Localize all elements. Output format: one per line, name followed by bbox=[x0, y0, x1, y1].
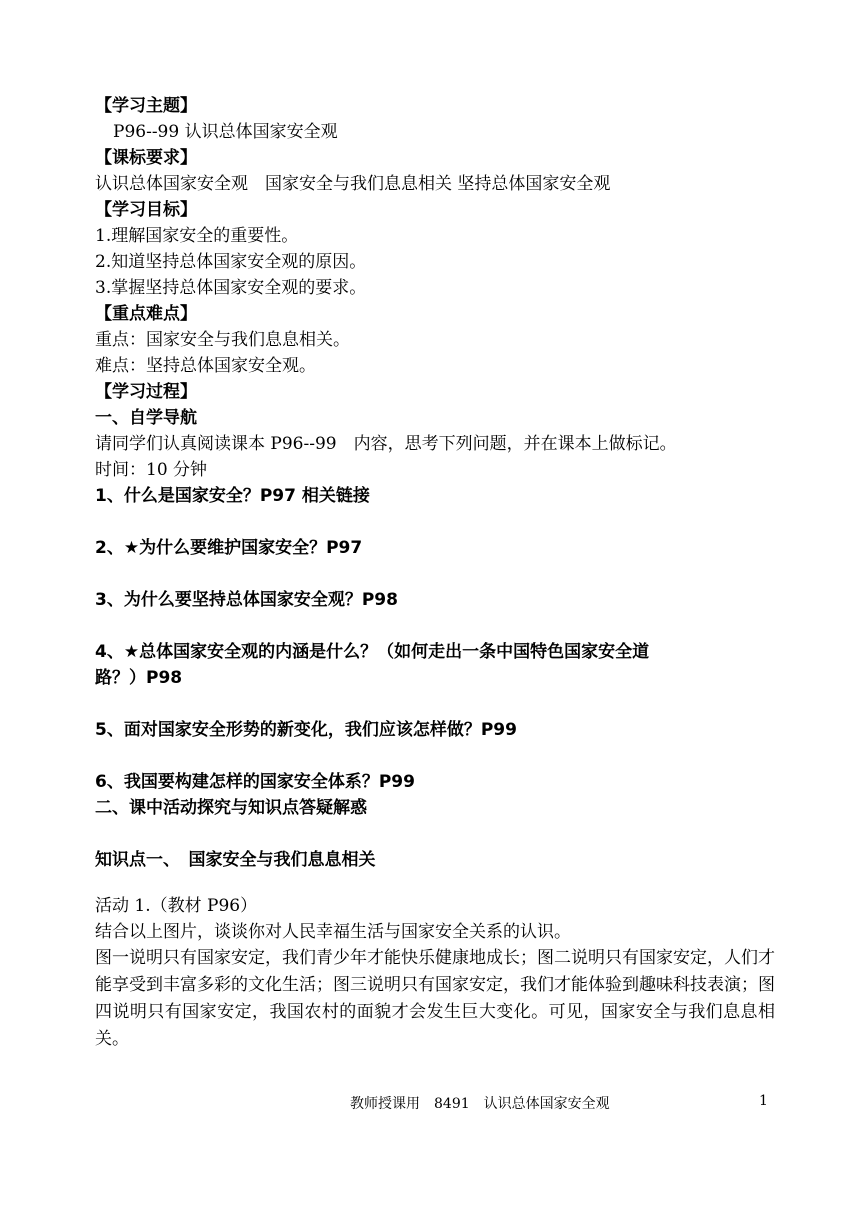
reading-instruction: 请同学们认真阅读课本 P96--99 内容，思考下列问题，并在课本上做标记。 bbox=[95, 434, 677, 454]
key-point: 重点：国家安全与我们息息相关。 bbox=[95, 330, 350, 350]
question-6: 6、我国要构建怎样的国家安全体系？P99 bbox=[95, 772, 415, 792]
question-5: 5、面对国家安全形势的新变化，我们应该怎样做？P99 bbox=[95, 720, 517, 740]
goal-item: 1.理解国家安全的重要性。 bbox=[95, 226, 299, 246]
standard-heading: 【课标要求】 bbox=[95, 148, 197, 168]
theme-text: P96--99 认识总体国家安全观 bbox=[113, 122, 338, 142]
section1-heading: 一、自学导航 bbox=[95, 408, 197, 428]
difficult-point: 难点：坚持总体国家安全观。 bbox=[95, 356, 316, 376]
question-4-continued: 路？）P98 bbox=[95, 668, 183, 688]
question-3: 3、为什么要坚持总体国家安全观？P98 bbox=[95, 590, 398, 610]
key-heading: 【重点难点】 bbox=[95, 304, 197, 324]
page-number: 1 bbox=[759, 1093, 768, 1109]
section2-heading: 二、课中活动探究与知识点答疑解惑 bbox=[95, 798, 367, 818]
goal-item: 3.掌握坚持总体国家安全观的要求。 bbox=[95, 278, 367, 298]
goal-item: 2.知道坚持总体国家安全观的原因。 bbox=[95, 252, 367, 272]
question-1: 1、什么是国家安全？P97 相关链接 bbox=[95, 486, 370, 506]
theme-heading: 【学习主题】 bbox=[95, 96, 197, 116]
process-heading: 【学习过程】 bbox=[95, 382, 197, 402]
activity-title: 活动 1.（教材 P96） bbox=[95, 896, 258, 916]
activity-prompt: 结合以上图片，谈谈你对人民幸福生活与国家安全关系的认识。 bbox=[95, 922, 571, 942]
time-limit: 时间：10 分钟 bbox=[95, 460, 208, 480]
footer-text: 教师授课用 8491 认识总体国家安全观 bbox=[350, 1096, 610, 1112]
document-page bbox=[95, 93, 775, 1053]
question-4: 4、★总体国家安全观的内涵是什么？（如何走出一条中国特色国家安全道 bbox=[95, 642, 650, 662]
knowledge-point-1-heading: 知识点一、 国家安全与我们息息相关 bbox=[95, 850, 376, 870]
standard-text: 认识总体国家安全观 国家安全与我们息息相关 坚持总体国家安全观 bbox=[95, 174, 611, 194]
activity-answer: 图一说明只有国家安定，我们青少年才能快乐健康地成长；图二说明只有国家安定，人们才能享受到丰富多彩的文化生活；图三说明只有国家安定，我们才能体验到趣味科技表演；图四说明只有国家安定，我国农村的面貌才会发生巨大变化。可见，国家安全与我们息息相关。 bbox=[95, 948, 775, 1049]
question-2: 2、★为什么要维护国家安全？P97 bbox=[95, 538, 363, 558]
goals-heading: 【学习目标】 bbox=[95, 200, 197, 220]
